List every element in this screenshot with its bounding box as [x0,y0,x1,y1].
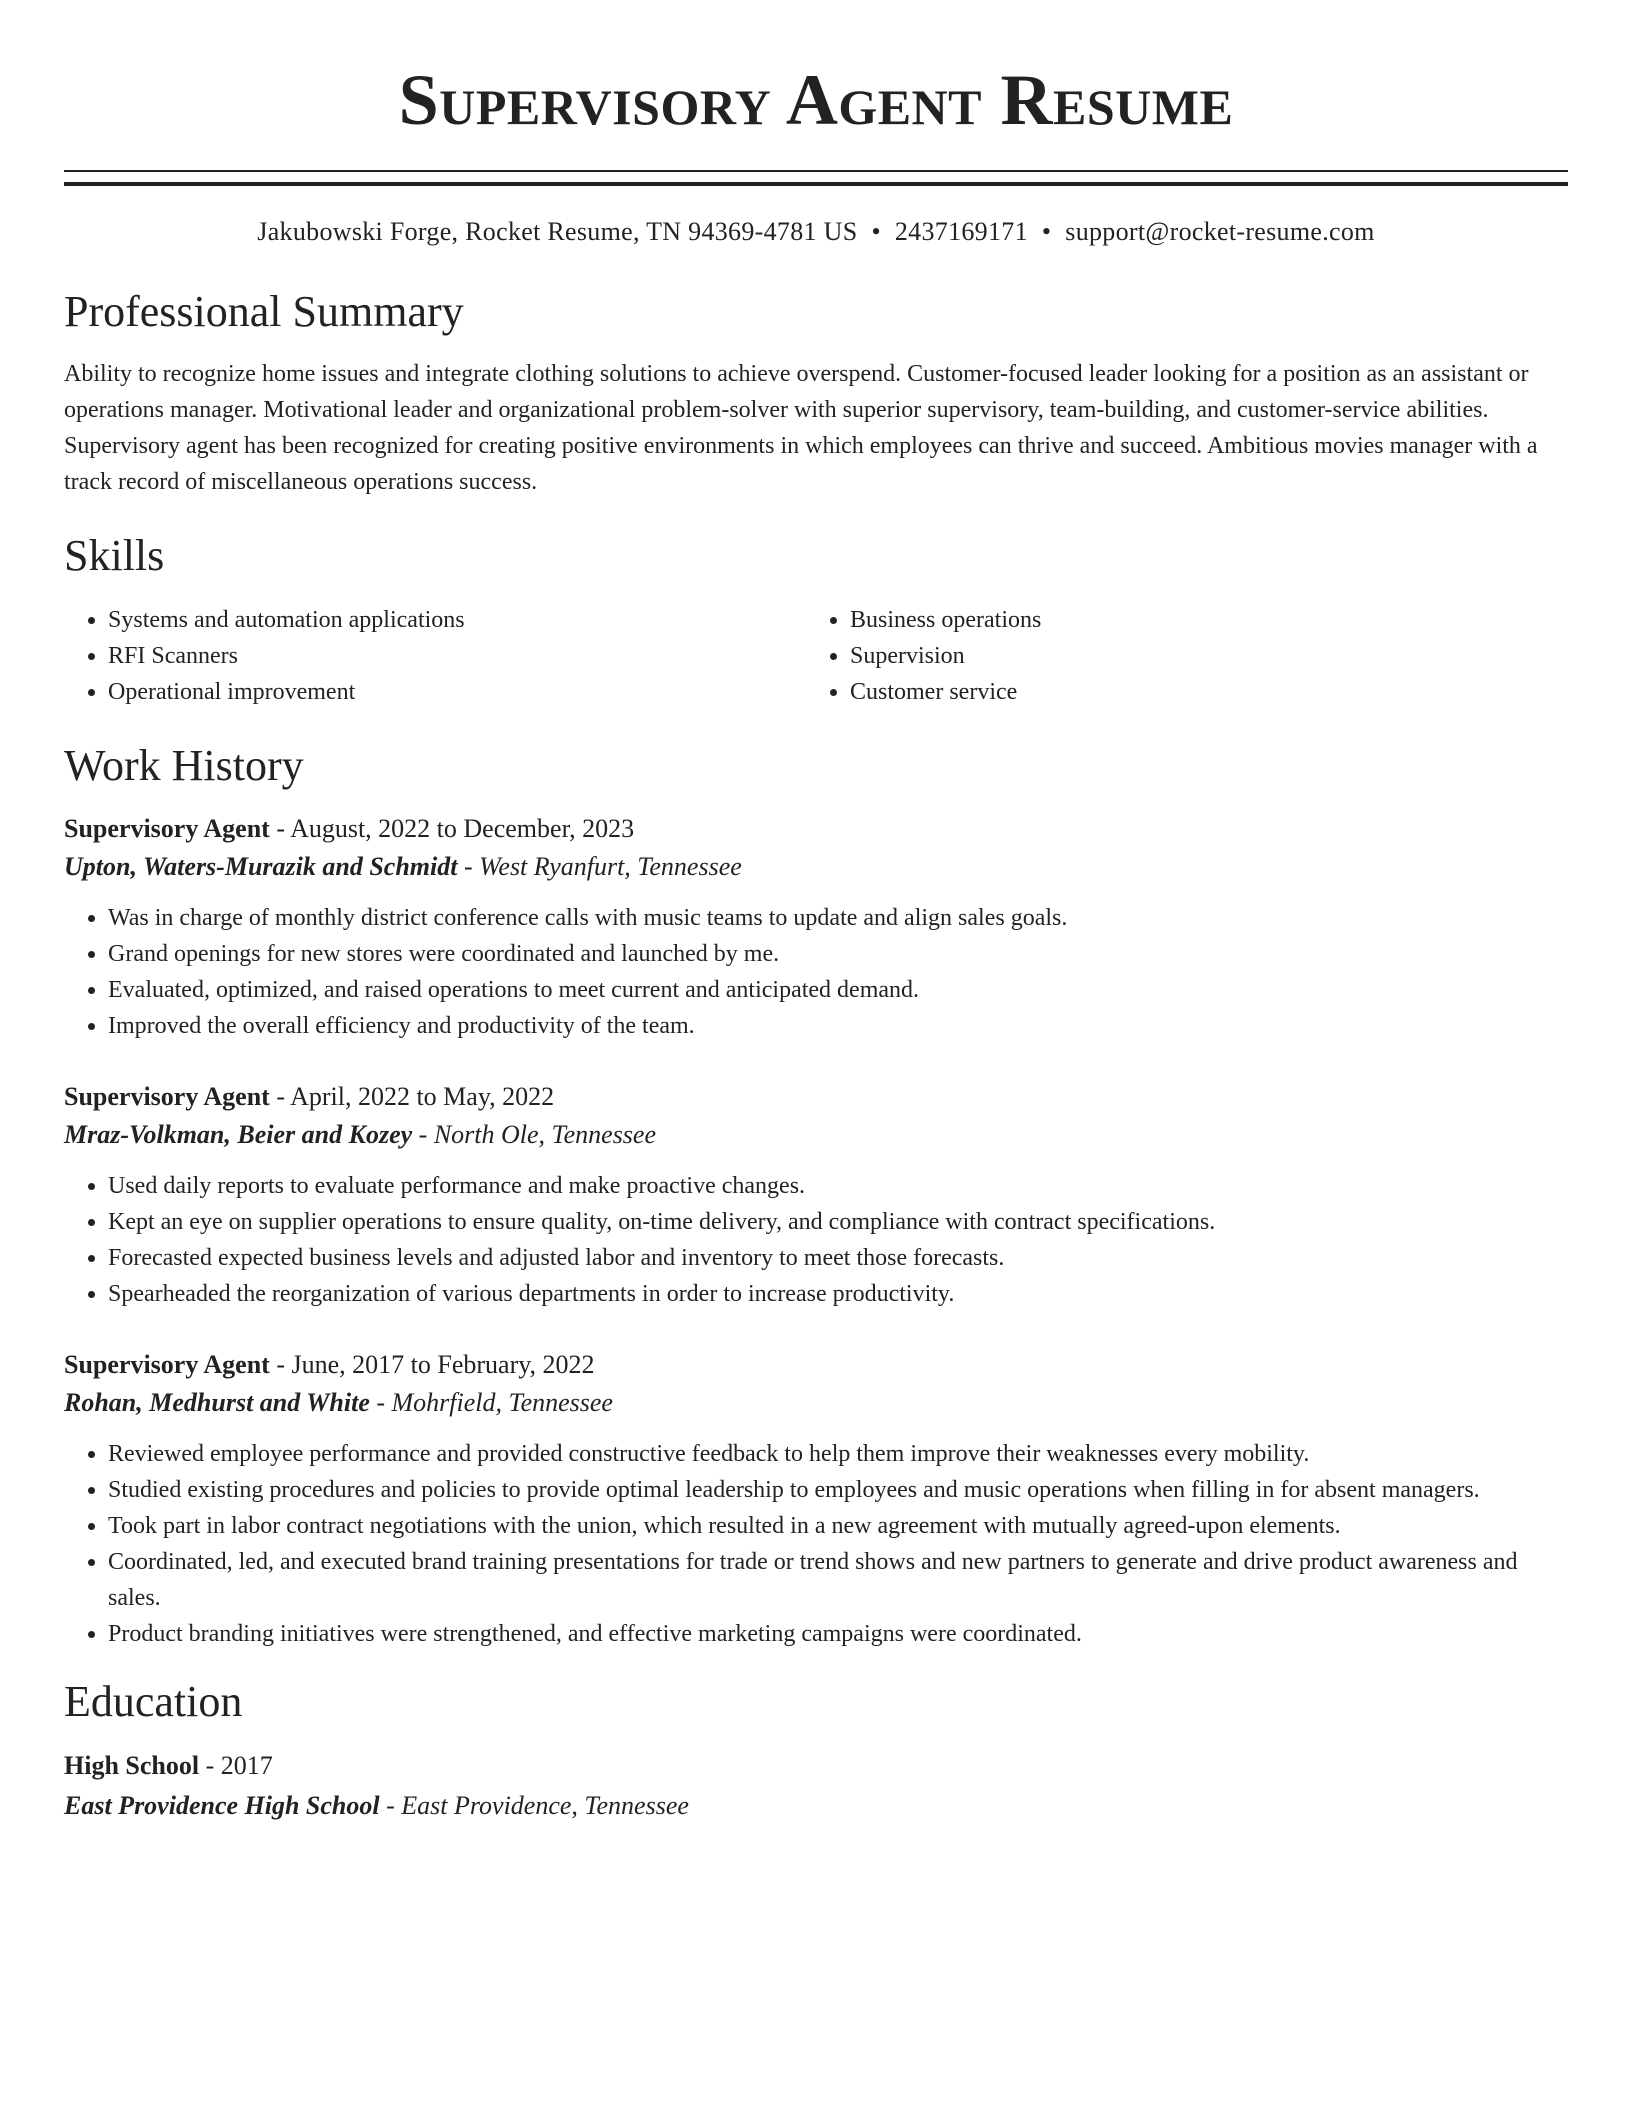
contact-email: support@rocket-resume.com [1065,217,1375,246]
title-divider [64,170,1568,186]
skills-list [64,602,1568,710]
job-duty: • Reviewed employee performance and provided constructive feedback to help them improve their weaknesses every mobility. [108,1436,1568,1472]
job-company-line [64,1116,1568,1154]
contact-separator: • [1041,217,1052,246]
job-dates: - August, 2022 to December, 2023 [269,814,635,843]
job-duty: • Took part in labor contract negotiations with the union, which resulted in a new agreement with mutually agreed-upon elements. [108,1508,1568,1544]
skills-column-right [806,602,1548,710]
job-company: Upton, Waters-Murazik and Schmidt [64,852,458,881]
summary-text: Ability to recognize home issues and integrate clothing solutions to achieve overspend. Customer-focused leader looking for a position as an assistant or operations manager. Motivational leader and organizational problem-solver with superior supervisory, team-building, and customer-service abilities. Supervisory agent has been recognized for creating positive environments in which employees can thrive and succeed. Ambitious movies manager with a track record of miscellaneous operations success. [64,361,1538,495]
skill-item: • Systems and automation applications [108,602,806,638]
education-year: - 2017 [199,1751,273,1780]
job-title: Supervisory Agent [64,1082,270,1111]
education-entry [64,1746,1568,1826]
job-duty: • Product branding initiatives were strengthened, and effective marketing campaigns were coordinated. [108,1616,1568,1652]
contact-phone: 2437169171 [894,217,1028,246]
skill-item: • RFI Scanners [108,638,806,674]
job-duty: • Improved the overall efficiency and productivity of the team. [108,1008,1568,1044]
skill-item: • Business operations [850,602,1548,638]
job-location: - Mohrfield, Tennessee [369,1388,613,1417]
job-entry [64,1078,1568,1312]
job-duty: • Was in charge of monthly district conference calls with music teams to update and align sales goals. [108,900,1568,936]
education-school-line [64,1786,1568,1826]
job-duties [64,900,1568,1044]
job-company-line [64,848,1568,886]
work-history-heading: Work History [64,741,304,790]
job-duty: • Coordinated, led, and executed brand training presentations for trade or trend shows and new partners to generate and drive product awareness and sales. [108,1544,1568,1616]
education-degree-line [64,1746,1568,1786]
job-title-line [64,1346,1568,1384]
job-location: - West Ryanfurt, Tennessee [457,852,742,881]
job-entry [64,1346,1568,1652]
job-location: - North Ole, Tennessee [412,1120,657,1149]
education-heading: Education [64,1677,243,1726]
job-duty: • Forecasted expected business levels and adjusted labor and inventory to meet those forecasts. [108,1240,1568,1276]
job-company: Rohan, Medhurst and White [64,1388,370,1417]
job-title: Supervisory Agent [64,814,270,843]
contact-separator: • [871,217,881,246]
summary-heading: Professional Summary [64,287,464,336]
job-company: Mraz-Volkman, Beier and Kozey [64,1120,413,1149]
skill-item: • Supervision [850,638,1548,674]
job-duties [64,1168,1568,1312]
job-duty: • Studied existing procedures and policies to provide optimal leadership to employees and music operations when filling in for absent managers. [108,1472,1568,1508]
job-title-line [64,1078,1568,1116]
job-duty: • Kept an eye on supplier operations to ensure quality, on-time delivery, and compliance with contract specifications. [108,1204,1568,1240]
skill-item: • Customer service [850,674,1548,710]
job-title: Supervisory Agent [64,1350,270,1379]
education-school: East Providence High School [64,1791,380,1820]
resume-page [64,0,1568,1826]
job-dates: - June, 2017 to February, 2022 [269,1350,595,1379]
job-company-line [64,1384,1568,1422]
job-entry [64,810,1568,1044]
skills-column-left [64,602,806,710]
job-duty: • Evaluated, optimized, and raised operations to meet current and anticipated demand. [108,972,1568,1008]
contact-line [64,216,1568,248]
skill-item: • Operational improvement [108,674,806,710]
education-degree: High School [64,1751,200,1780]
resume-title: Supervisory Agent Resume [398,60,1234,140]
education-location: - East Providence, Tennessee [379,1791,689,1820]
job-title-line [64,810,1568,848]
skills-heading: Skills [64,531,165,580]
contact-address: Jakubowski Forge, Rocket Resume, TN 94369-4781 US [257,217,858,246]
job-duty: • Spearheaded the reorganization of various departments in order to increase productivity. [108,1276,1568,1312]
job-duties [64,1436,1568,1652]
job-dates: - April, 2022 to May, 2022 [269,1082,555,1111]
job-duty: • Grand openings for new stores were coordinated and launched by me. [108,936,1568,972]
job-duty: • Used daily reports to evaluate performance and make proactive changes. [108,1168,1568,1204]
